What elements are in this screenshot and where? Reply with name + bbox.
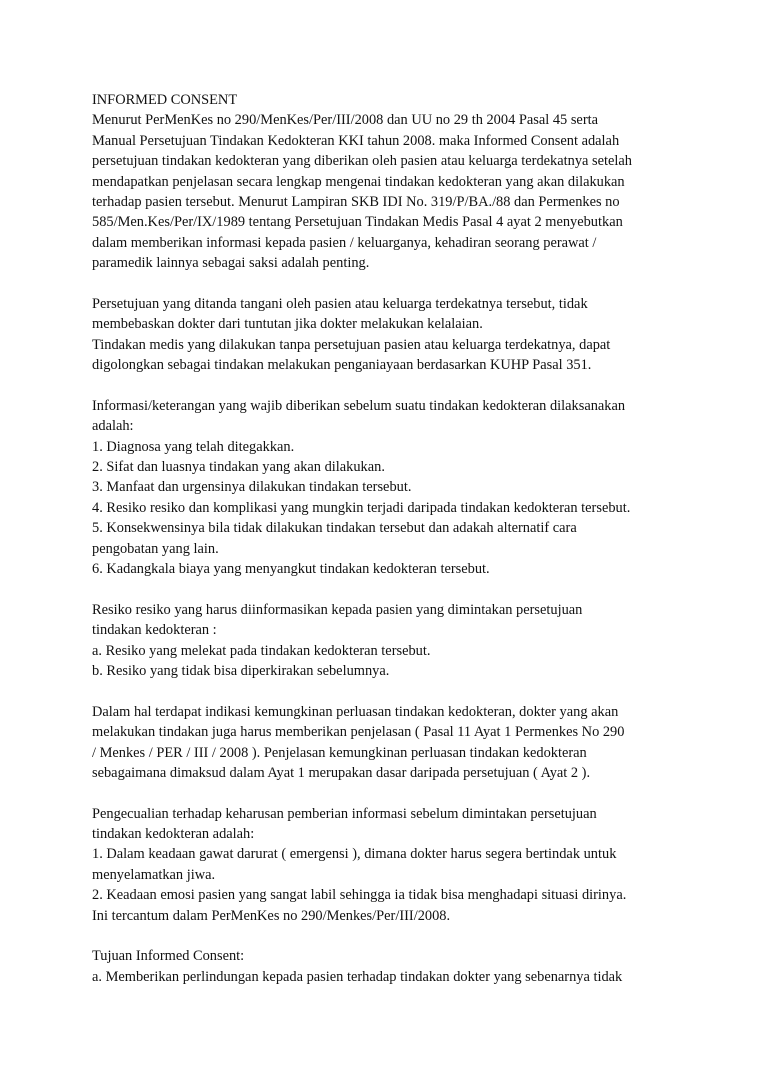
text-line: b. Resiko yang tidak bisa diperkirakan sebelumnya. bbox=[92, 662, 390, 679]
text-line: dalam memberikan informasi kepada pasien / keluarganya, kehadiran seorang perawat / bbox=[92, 234, 597, 251]
text-line: Manual Persetujuan Tindakan Kedokteran KKI tahun 2008. maka Informed Consent adalah bbox=[92, 132, 620, 149]
text-line: 1. Dalam keadaan gawat darurat ( emergensi ), dimana dokter harus segera bertindak untuk bbox=[92, 846, 617, 863]
text-line: 4. Resiko resiko dan komplikasi yang mungkin terjadi daripada tindakan kedokteran tersebut. bbox=[92, 499, 631, 516]
paragraph-gap bbox=[92, 681, 692, 701]
text-line: membebaskan dokter dari tuntutan jika dokter melakukan kelalaian. bbox=[92, 316, 483, 333]
text-line: Tujuan Informed Consent: bbox=[92, 948, 245, 965]
document-body bbox=[92, 90, 692, 987]
text-line: Pengecualian terhadap keharusan pemberian informasi sebelum dimintakan persetujuan bbox=[92, 805, 597, 822]
text-line: 2. Sifat dan luasnya tindakan yang akan dilakukan. bbox=[92, 459, 385, 476]
text-line: tindakan kedokteran adalah: bbox=[92, 826, 255, 843]
text-line: Informasi/keterangan yang wajib diberikan sebelum suatu tindakan kedokteran dilaksanakan bbox=[92, 397, 626, 414]
text-line: Resiko resiko yang harus diinformasikan kepada pasien yang dimintakan persetujuan bbox=[92, 601, 583, 618]
paragraph-gap bbox=[92, 783, 692, 803]
paragraph-gap bbox=[92, 375, 692, 395]
text-line: tindakan kedokteran : bbox=[92, 622, 217, 639]
text-line: 2. Keadaan emosi pasien yang sangat labil sehingga ia tidak bisa menghadapi situasi dirinya. bbox=[92, 887, 627, 904]
paragraph-gap bbox=[92, 579, 692, 599]
text-line: persetujuan tindakan kedokteran yang diberikan oleh pasien atau keluarga terdekatnya setelah bbox=[92, 153, 632, 170]
text-line: paramedik lainnya sebagai saksi adalah penting. bbox=[92, 255, 370, 272]
text-line: melakukan tindakan juga harus memberikan penjelasan ( Pasal 11 Ayat 1 Permenkes No 290 bbox=[92, 724, 625, 741]
text-line: Menurut PerMenKes no 290/MenKes/Per/III/2008 dan UU no 29 th 2004 Pasal 45 serta bbox=[92, 112, 598, 129]
paragraph-gap bbox=[92, 274, 692, 294]
paragraph-gap bbox=[92, 926, 692, 946]
text-line: menyelamatkan jiwa. bbox=[92, 866, 216, 883]
text-line: digolongkan sebagai tindakan melakukan penganiayaan berdasarkan KUHP Pasal 351. bbox=[92, 357, 592, 374]
text-line: Ini tercantum dalam PerMenKes no 290/Menkes/Per/III/2008. bbox=[92, 907, 451, 924]
text-line: sebagaimana dimaksud dalam Ayat 1 merupakan dasar daripada persetujuan ( Ayat 2 ). bbox=[92, 764, 591, 781]
text-line: / Menkes / PER / III / 2008 ). Penjelasan kemungkinan perluasan tindakan kedokteran bbox=[92, 744, 587, 761]
text-line: 5. Konsekwensinya bila tidak dilakukan tindakan tersebut dan adakah alternatif cara bbox=[92, 520, 577, 537]
text-line: 585/Men.Kes/Per/IX/1989 tentang Persetujuan Tindakan Medis Pasal 4 ayat 2 menyebutkan bbox=[92, 214, 623, 231]
text-line: a. Memberikan perlindungan kepada pasien terhadap tindakan dokter yang sebenarnya tidak bbox=[92, 968, 623, 985]
text-line: a. Resiko yang melekat pada tindakan kedokteran tersebut. bbox=[92, 642, 431, 659]
text-line: adalah: bbox=[92, 418, 134, 435]
text-line: pengobatan yang lain. bbox=[92, 540, 219, 557]
text-line: mendapatkan penjelasan secara lengkap mengenai tindakan kedokteran yang akan dilakukan bbox=[92, 173, 625, 190]
text-line: Tindakan medis yang dilakukan tanpa persetujuan pasien atau keluarga terdekatnya, dapat bbox=[92, 336, 611, 353]
text-line: 1. Diagnosa yang telah ditegakkan. bbox=[92, 438, 295, 455]
text-line: 3. Manfaat dan urgensinya dilakukan tindakan tersebut. bbox=[92, 479, 412, 496]
text-line: Persetujuan yang ditanda tangani oleh pasien atau keluarga terdekatnya tersebut, tidak bbox=[92, 295, 588, 312]
document-title: INFORMED CONSENT bbox=[92, 92, 238, 108]
text-line: 6. Kadangkala biaya yang menyangkut tindakan kedokteran tersebut. bbox=[92, 560, 490, 577]
text-line: terhadap pasien tersebut. Menurut Lampiran SKB IDI No. 319/P/BA./88 dan Permenkes no bbox=[92, 193, 620, 210]
text-line: Dalam hal terdapat indikasi kemungkinan perluasan tindakan kedokteran, dokter yang akan bbox=[92, 703, 619, 720]
